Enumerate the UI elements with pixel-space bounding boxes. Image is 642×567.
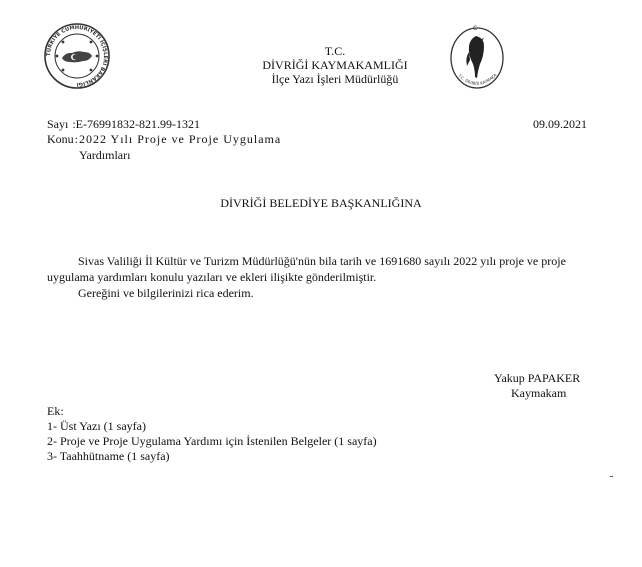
attachment-item: 1- Üst Yazı (1 sayfa) bbox=[47, 419, 146, 433]
signatory-name: Yakup PAPAKER bbox=[494, 371, 581, 385]
addressee: DİVRİĞİ BELEDİYE BAŞKANLIĞINA bbox=[220, 196, 422, 210]
document-date: 09.09.2021 bbox=[533, 117, 587, 131]
attachments-label: Ek: bbox=[47, 404, 64, 418]
konu-label: Konu bbox=[47, 132, 74, 146]
signatory-title: Kaymakam bbox=[511, 386, 567, 400]
attachment-item: 2- Proje ve Proje Uygulama Yardımı için İstenilen Belgeler (1 sayfa) bbox=[47, 434, 377, 448]
sayi-line bbox=[47, 117, 200, 132]
konu-value: :2022 Yılı Proje ve Proje Uygulama bbox=[74, 132, 282, 146]
konu-line bbox=[47, 132, 281, 147]
body-paragraph-1-line-1 bbox=[47, 254, 566, 269]
body-text: Sivas Valiliği İl Kültür ve Turizm Müdürlüğü'nün bila tarih ve 1691680 sayılı 2022 yılı proje ve proje bbox=[78, 254, 566, 268]
header-tc: T.C. bbox=[324, 44, 346, 58]
emblem-ring-text: T.C. DİVRİĞİ KAYMAKA bbox=[457, 72, 498, 87]
body-paragraph-1-line-2: uygulama yardımları konulu yazıları ve ekleri ilişikte gönderilmiştir. bbox=[47, 270, 377, 284]
konu-continuation: Yardımları bbox=[79, 148, 131, 162]
margin-mark bbox=[610, 476, 613, 477]
emblem-top-letter: C bbox=[473, 25, 478, 32]
header-institution: DİVRİĞİ KAYMAKAMLIĞI bbox=[262, 58, 408, 72]
sayi-value: :E-76991832-821.99-1321 bbox=[72, 117, 200, 131]
header-department: İlçe Yazı İşleri Müdürlüğü bbox=[271, 72, 399, 86]
body-paragraph-2: Gereğini ve bilgilerinizi rica ederim. bbox=[78, 286, 254, 300]
seal-ring-text: TÜRKİYE CUMHURİYETİ İÇİŞLERİ BAKANLIĞI bbox=[45, 24, 109, 88]
attachment-item: 3- Taahhütname (1 sayfa) bbox=[47, 449, 170, 463]
sayi-label: Sayı bbox=[47, 117, 69, 131]
